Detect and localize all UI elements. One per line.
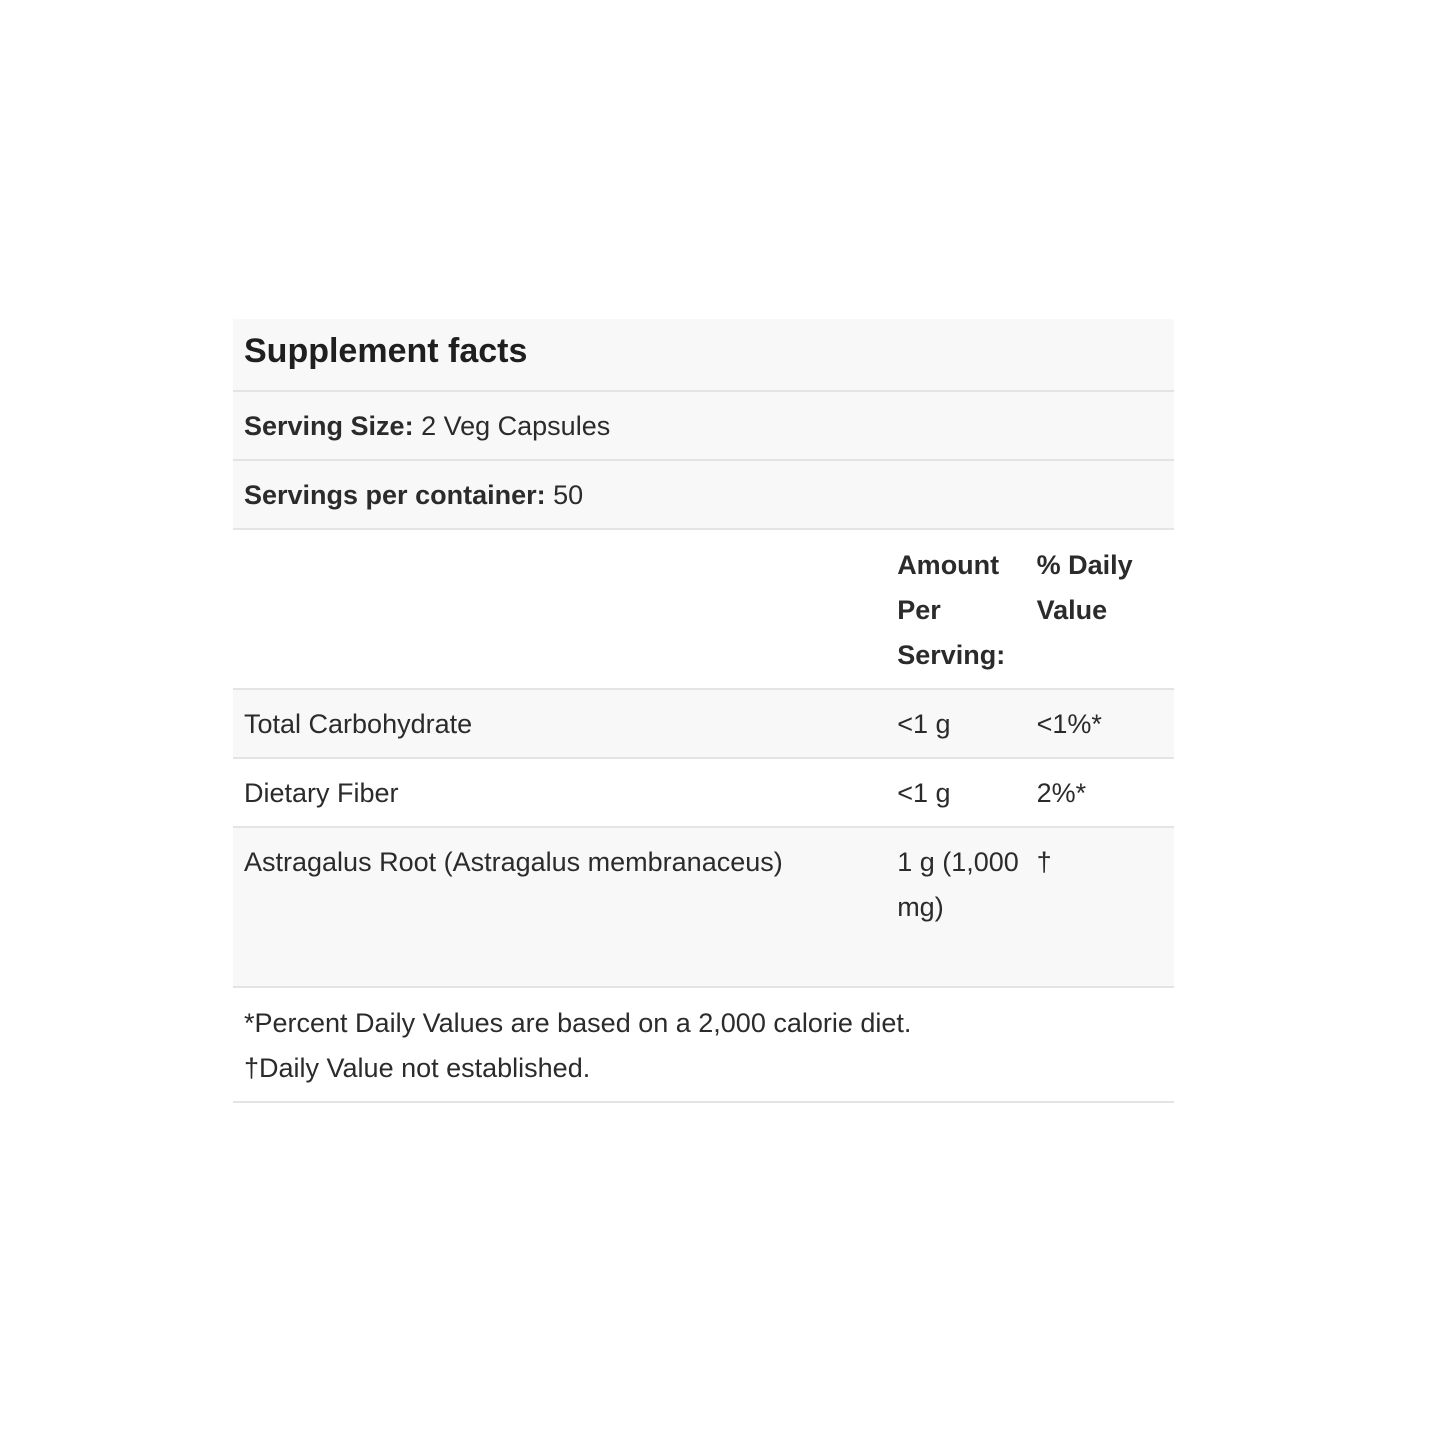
nutrient-amount: <1 g — [897, 778, 951, 808]
table-row — [233, 828, 1174, 988]
column-header-row — [233, 530, 1174, 690]
nutrient-name: Astragalus Root (Astragalus membranaceus) — [244, 847, 783, 877]
table-row — [233, 759, 1174, 828]
nutrient-daily-value: <1%* — [1036, 709, 1102, 739]
nutrient-name: Total Carbohydrate — [244, 709, 473, 739]
supplement-facts-table — [233, 319, 1174, 1103]
footnotes — [233, 988, 1174, 1103]
amount-column-header: Amount Per Serving: — [897, 550, 1006, 670]
facts-title: Supplement facts — [233, 319, 1174, 392]
table-row — [233, 690, 1174, 759]
serving-size-row — [233, 392, 1174, 461]
servings-per-container-value: 50 — [553, 480, 584, 510]
serving-size-value: 2 Veg Capsules — [421, 411, 611, 441]
nutrient-daily-value: † — [1036, 847, 1052, 877]
daily-value-column-header: % Daily Value — [1036, 550, 1133, 625]
footnote-not-established: †Daily Value not established. — [244, 1053, 591, 1083]
servings-per-container-label: Servings per container: — [244, 480, 546, 510]
footnote-daily-values: *Percent Daily Values are based on a 2,000 calorie diet. — [244, 1008, 912, 1038]
nutrient-amount: 1 g (1,000 mg) — [897, 847, 1019, 922]
servings-per-container-row — [233, 461, 1174, 530]
serving-size-label: Serving Size: — [244, 411, 414, 441]
nutrient-daily-value: 2%* — [1036, 778, 1087, 808]
nutrient-amount: <1 g — [897, 709, 951, 739]
nutrient-name: Dietary Fiber — [244, 778, 399, 808]
